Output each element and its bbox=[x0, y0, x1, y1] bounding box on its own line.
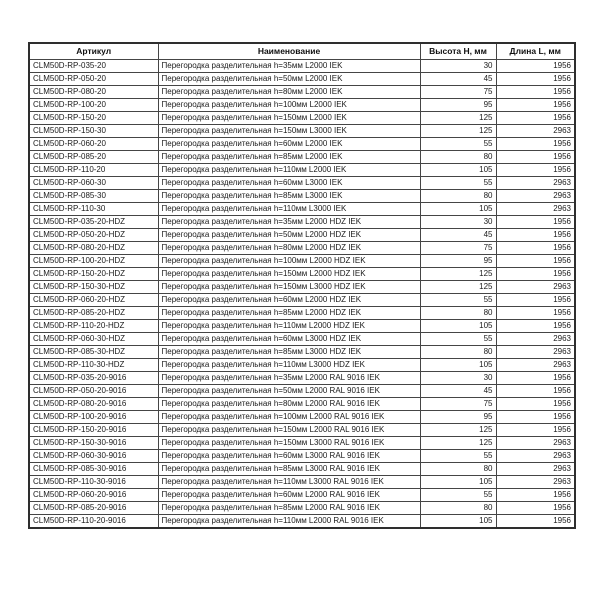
table-row bbox=[29, 358, 575, 371]
article-cell: CLM50D-RP-035-20 bbox=[29, 59, 158, 72]
length-cell: 1956 bbox=[496, 215, 575, 228]
height-cell: 125 bbox=[420, 280, 496, 293]
name-cell: Перегородка разделительная h=100мм L2000 IEK bbox=[158, 98, 420, 111]
article-cell: CLM50D-RP-085-20-HDZ bbox=[29, 306, 158, 319]
height-cell: 30 bbox=[420, 371, 496, 384]
name-cell: Перегородка разделительная h=35мм L2000 RAL 9016 IEK bbox=[158, 371, 420, 384]
height-cell: 105 bbox=[420, 202, 496, 215]
column-header-name: Наименование bbox=[158, 43, 420, 59]
height-cell: 125 bbox=[420, 111, 496, 124]
length-cell: 1956 bbox=[496, 384, 575, 397]
name-cell: Перегородка разделительная h=110мм L2000 IEK bbox=[158, 163, 420, 176]
length-cell: 1956 bbox=[496, 59, 575, 72]
length-cell: 1956 bbox=[496, 111, 575, 124]
header-row bbox=[29, 43, 575, 59]
article-cell: CLM50D-RP-080-20-HDZ bbox=[29, 241, 158, 254]
name-cell: Перегородка разделительная h=110мм L3000 IEK bbox=[158, 202, 420, 215]
table-row bbox=[29, 98, 575, 111]
height-cell: 55 bbox=[420, 488, 496, 501]
article-cell: CLM50D-RP-150-30-HDZ bbox=[29, 280, 158, 293]
name-cell: Перегородка разделительная h=60мм L3000 IEK bbox=[158, 176, 420, 189]
name-cell: Перегородка разделительная h=60мм L3000 HDZ IEK bbox=[158, 332, 420, 345]
height-cell: 30 bbox=[420, 215, 496, 228]
height-cell: 125 bbox=[420, 267, 496, 280]
length-cell: 2963 bbox=[496, 332, 575, 345]
length-cell: 1956 bbox=[496, 72, 575, 85]
height-cell: 95 bbox=[420, 98, 496, 111]
article-cell: CLM50D-RP-100-20 bbox=[29, 98, 158, 111]
height-cell: 125 bbox=[420, 436, 496, 449]
length-cell: 2963 bbox=[496, 124, 575, 137]
height-cell: 80 bbox=[420, 189, 496, 202]
table-row bbox=[29, 189, 575, 202]
name-cell: Перегородка разделительная h=35мм L2000 IEK bbox=[158, 59, 420, 72]
article-cell: CLM50D-RP-085-30 bbox=[29, 189, 158, 202]
length-cell: 1956 bbox=[496, 98, 575, 111]
name-cell: Перегородка разделительная h=85мм L2000 HDZ IEK bbox=[158, 306, 420, 319]
table-row bbox=[29, 280, 575, 293]
article-cell: CLM50D-RP-060-30 bbox=[29, 176, 158, 189]
height-cell: 75 bbox=[420, 397, 496, 410]
table-row bbox=[29, 202, 575, 215]
height-cell: 75 bbox=[420, 241, 496, 254]
article-cell: CLM50D-RP-050-20-HDZ bbox=[29, 228, 158, 241]
article-cell: CLM50D-RP-035-20-HDZ bbox=[29, 215, 158, 228]
article-cell: CLM50D-RP-035-20-9016 bbox=[29, 371, 158, 384]
length-cell: 1956 bbox=[496, 319, 575, 332]
height-cell: 75 bbox=[420, 85, 496, 98]
article-cell: CLM50D-RP-100-20-9016 bbox=[29, 410, 158, 423]
length-cell: 2963 bbox=[496, 345, 575, 358]
name-cell: Перегородка разделительная h=60мм L2000 HDZ IEK bbox=[158, 293, 420, 306]
height-cell: 55 bbox=[420, 449, 496, 462]
length-cell: 2963 bbox=[496, 436, 575, 449]
table-row bbox=[29, 59, 575, 72]
height-cell: 105 bbox=[420, 475, 496, 488]
name-cell: Перегородка разделительная h=150мм L3000 RAL 9016 IEK bbox=[158, 436, 420, 449]
length-cell: 1956 bbox=[496, 241, 575, 254]
table-row bbox=[29, 501, 575, 514]
article-cell: CLM50D-RP-150-20 bbox=[29, 111, 158, 124]
table-row bbox=[29, 293, 575, 306]
name-cell: Перегородка разделительная h=80мм L2000 HDZ IEK bbox=[158, 241, 420, 254]
height-cell: 80 bbox=[420, 501, 496, 514]
name-cell: Перегородка разделительная h=85мм L3000 HDZ IEK bbox=[158, 345, 420, 358]
table-row bbox=[29, 215, 575, 228]
length-cell: 1956 bbox=[496, 397, 575, 410]
length-cell: 1956 bbox=[496, 410, 575, 423]
article-cell: CLM50D-RP-050-20-9016 bbox=[29, 384, 158, 397]
height-cell: 80 bbox=[420, 462, 496, 475]
length-cell: 1956 bbox=[496, 163, 575, 176]
table-row bbox=[29, 475, 575, 488]
table-row bbox=[29, 241, 575, 254]
article-cell: CLM50D-RP-080-20-9016 bbox=[29, 397, 158, 410]
article-cell: CLM50D-RP-080-20 bbox=[29, 85, 158, 98]
name-cell: Перегородка разделительная h=50мм L2000 HDZ IEK bbox=[158, 228, 420, 241]
table-row bbox=[29, 423, 575, 436]
article-cell: CLM50D-RP-085-20 bbox=[29, 150, 158, 163]
length-cell: 1956 bbox=[496, 85, 575, 98]
article-cell: CLM50D-RP-110-20-HDZ bbox=[29, 319, 158, 332]
article-cell: CLM50D-RP-110-30-HDZ bbox=[29, 358, 158, 371]
name-cell: Перегородка разделительная h=100мм L2000 RAL 9016 IEK bbox=[158, 410, 420, 423]
name-cell: Перегородка разделительная h=85мм L2000 RAL 9016 IEK bbox=[158, 501, 420, 514]
table-row bbox=[29, 267, 575, 280]
article-cell: CLM50D-RP-085-20-9016 bbox=[29, 501, 158, 514]
name-cell: Перегородка разделительная h=150мм L2000 IEK bbox=[158, 111, 420, 124]
table-row bbox=[29, 176, 575, 189]
height-cell: 80 bbox=[420, 150, 496, 163]
article-cell: CLM50D-RP-150-20-9016 bbox=[29, 423, 158, 436]
length-cell: 2963 bbox=[496, 176, 575, 189]
name-cell: Перегородка разделительная h=80мм L2000 IEK bbox=[158, 85, 420, 98]
height-cell: 30 bbox=[420, 59, 496, 72]
table-row bbox=[29, 137, 575, 150]
table-row bbox=[29, 384, 575, 397]
length-cell: 1956 bbox=[496, 137, 575, 150]
article-cell: CLM50D-RP-060-20-HDZ bbox=[29, 293, 158, 306]
article-cell: CLM50D-RP-050-20 bbox=[29, 72, 158, 85]
length-cell: 2963 bbox=[496, 449, 575, 462]
name-cell: Перегородка разделительная h=35мм L2000 HDZ IEK bbox=[158, 215, 420, 228]
length-cell: 2963 bbox=[496, 358, 575, 371]
table-row bbox=[29, 124, 575, 137]
article-cell: CLM50D-RP-110-30-9016 bbox=[29, 475, 158, 488]
article-cell: CLM50D-RP-110-20 bbox=[29, 163, 158, 176]
name-cell: Перегородка разделительная h=80мм L2000 RAL 9016 IEK bbox=[158, 397, 420, 410]
length-cell: 1956 bbox=[496, 423, 575, 436]
article-cell: CLM50D-RP-085-30-HDZ bbox=[29, 345, 158, 358]
table-row bbox=[29, 72, 575, 85]
length-cell: 1956 bbox=[496, 150, 575, 163]
table-row bbox=[29, 345, 575, 358]
name-cell: Перегородка разделительная h=85мм L3000 RAL 9016 IEK bbox=[158, 462, 420, 475]
length-cell: 2963 bbox=[496, 462, 575, 475]
name-cell: Перегородка разделительная h=110мм L2000 HDZ IEK bbox=[158, 319, 420, 332]
height-cell: 105 bbox=[420, 358, 496, 371]
height-cell: 55 bbox=[420, 332, 496, 345]
height-cell: 45 bbox=[420, 228, 496, 241]
height-cell: 45 bbox=[420, 384, 496, 397]
table-body bbox=[29, 59, 575, 528]
column-header-article: Артикул bbox=[29, 43, 158, 59]
name-cell: Перегородка разделительная h=50мм L2000 RAL 9016 IEK bbox=[158, 384, 420, 397]
name-cell: Перегородка разделительная h=60мм L3000 RAL 9016 IEK bbox=[158, 449, 420, 462]
table-row bbox=[29, 332, 575, 345]
article-cell: CLM50D-RP-060-20 bbox=[29, 137, 158, 150]
name-cell: Перегородка разделительная h=110мм L3000 RAL 9016 IEK bbox=[158, 475, 420, 488]
article-cell: CLM50D-RP-150-30-9016 bbox=[29, 436, 158, 449]
column-header-height: Высота H, мм bbox=[420, 43, 496, 59]
length-cell: 1956 bbox=[496, 306, 575, 319]
table-row bbox=[29, 397, 575, 410]
article-cell: CLM50D-RP-110-30 bbox=[29, 202, 158, 215]
article-cell: CLM50D-RP-060-30-HDZ bbox=[29, 332, 158, 345]
length-cell: 1956 bbox=[496, 514, 575, 528]
name-cell: Перегородка разделительная h=150мм L2000 RAL 9016 IEK bbox=[158, 423, 420, 436]
length-cell: 2963 bbox=[496, 475, 575, 488]
table-row bbox=[29, 85, 575, 98]
table-row bbox=[29, 163, 575, 176]
name-cell: Перегородка разделительная h=60мм L2000 IEK bbox=[158, 137, 420, 150]
table-row bbox=[29, 436, 575, 449]
table-row bbox=[29, 410, 575, 423]
height-cell: 125 bbox=[420, 423, 496, 436]
name-cell: Перегородка разделительная h=60мм L2000 RAL 9016 IEK bbox=[158, 488, 420, 501]
length-cell: 1956 bbox=[496, 228, 575, 241]
table-row bbox=[29, 150, 575, 163]
article-cell: CLM50D-RP-085-30-9016 bbox=[29, 462, 158, 475]
length-cell: 1956 bbox=[496, 293, 575, 306]
table-row bbox=[29, 111, 575, 124]
height-cell: 80 bbox=[420, 306, 496, 319]
length-cell: 2963 bbox=[496, 189, 575, 202]
column-header-length: Длина L, мм bbox=[496, 43, 575, 59]
article-cell: CLM50D-RP-060-30-9016 bbox=[29, 449, 158, 462]
table-row bbox=[29, 228, 575, 241]
article-cell: CLM50D-RP-150-30 bbox=[29, 124, 158, 137]
table-row bbox=[29, 306, 575, 319]
name-cell: Перегородка разделительная h=110мм L3000 HDZ IEK bbox=[158, 358, 420, 371]
table-row bbox=[29, 514, 575, 528]
height-cell: 105 bbox=[420, 319, 496, 332]
article-cell: CLM50D-RP-060-20-9016 bbox=[29, 488, 158, 501]
article-cell: CLM50D-RP-110-20-9016 bbox=[29, 514, 158, 528]
name-cell: Перегородка разделительная h=100мм L2000 HDZ IEK bbox=[158, 254, 420, 267]
height-cell: 125 bbox=[420, 124, 496, 137]
partition-spec-table bbox=[28, 42, 576, 529]
name-cell: Перегородка разделительная h=150мм L3000 HDZ IEK bbox=[158, 280, 420, 293]
table-row bbox=[29, 488, 575, 501]
length-cell: 2963 bbox=[496, 280, 575, 293]
length-cell: 1956 bbox=[496, 371, 575, 384]
length-cell: 1956 bbox=[496, 254, 575, 267]
name-cell: Перегородка разделительная h=110мм L2000 RAL 9016 IEK bbox=[158, 514, 420, 528]
table-row bbox=[29, 462, 575, 475]
height-cell: 55 bbox=[420, 176, 496, 189]
name-cell: Перегородка разделительная h=50мм L2000 IEK bbox=[158, 72, 420, 85]
length-cell: 2963 bbox=[496, 202, 575, 215]
height-cell: 55 bbox=[420, 137, 496, 150]
name-cell: Перегородка разделительная h=150мм L3000 IEK bbox=[158, 124, 420, 137]
height-cell: 80 bbox=[420, 345, 496, 358]
name-cell: Перегородка разделительная h=85мм L2000 IEK bbox=[158, 150, 420, 163]
name-cell: Перегородка разделительная h=150мм L2000 HDZ IEK bbox=[158, 267, 420, 280]
length-cell: 1956 bbox=[496, 488, 575, 501]
table-row bbox=[29, 254, 575, 267]
article-cell: CLM50D-RP-100-20-HDZ bbox=[29, 254, 158, 267]
length-cell: 1956 bbox=[496, 267, 575, 280]
table-row bbox=[29, 319, 575, 332]
table-row bbox=[29, 449, 575, 462]
height-cell: 105 bbox=[420, 514, 496, 528]
name-cell: Перегородка разделительная h=85мм L3000 IEK bbox=[158, 189, 420, 202]
height-cell: 105 bbox=[420, 163, 496, 176]
article-cell: CLM50D-RP-150-20-HDZ bbox=[29, 267, 158, 280]
table-row bbox=[29, 371, 575, 384]
height-cell: 55 bbox=[420, 293, 496, 306]
height-cell: 95 bbox=[420, 410, 496, 423]
length-cell: 1956 bbox=[496, 501, 575, 514]
height-cell: 45 bbox=[420, 72, 496, 85]
height-cell: 95 bbox=[420, 254, 496, 267]
